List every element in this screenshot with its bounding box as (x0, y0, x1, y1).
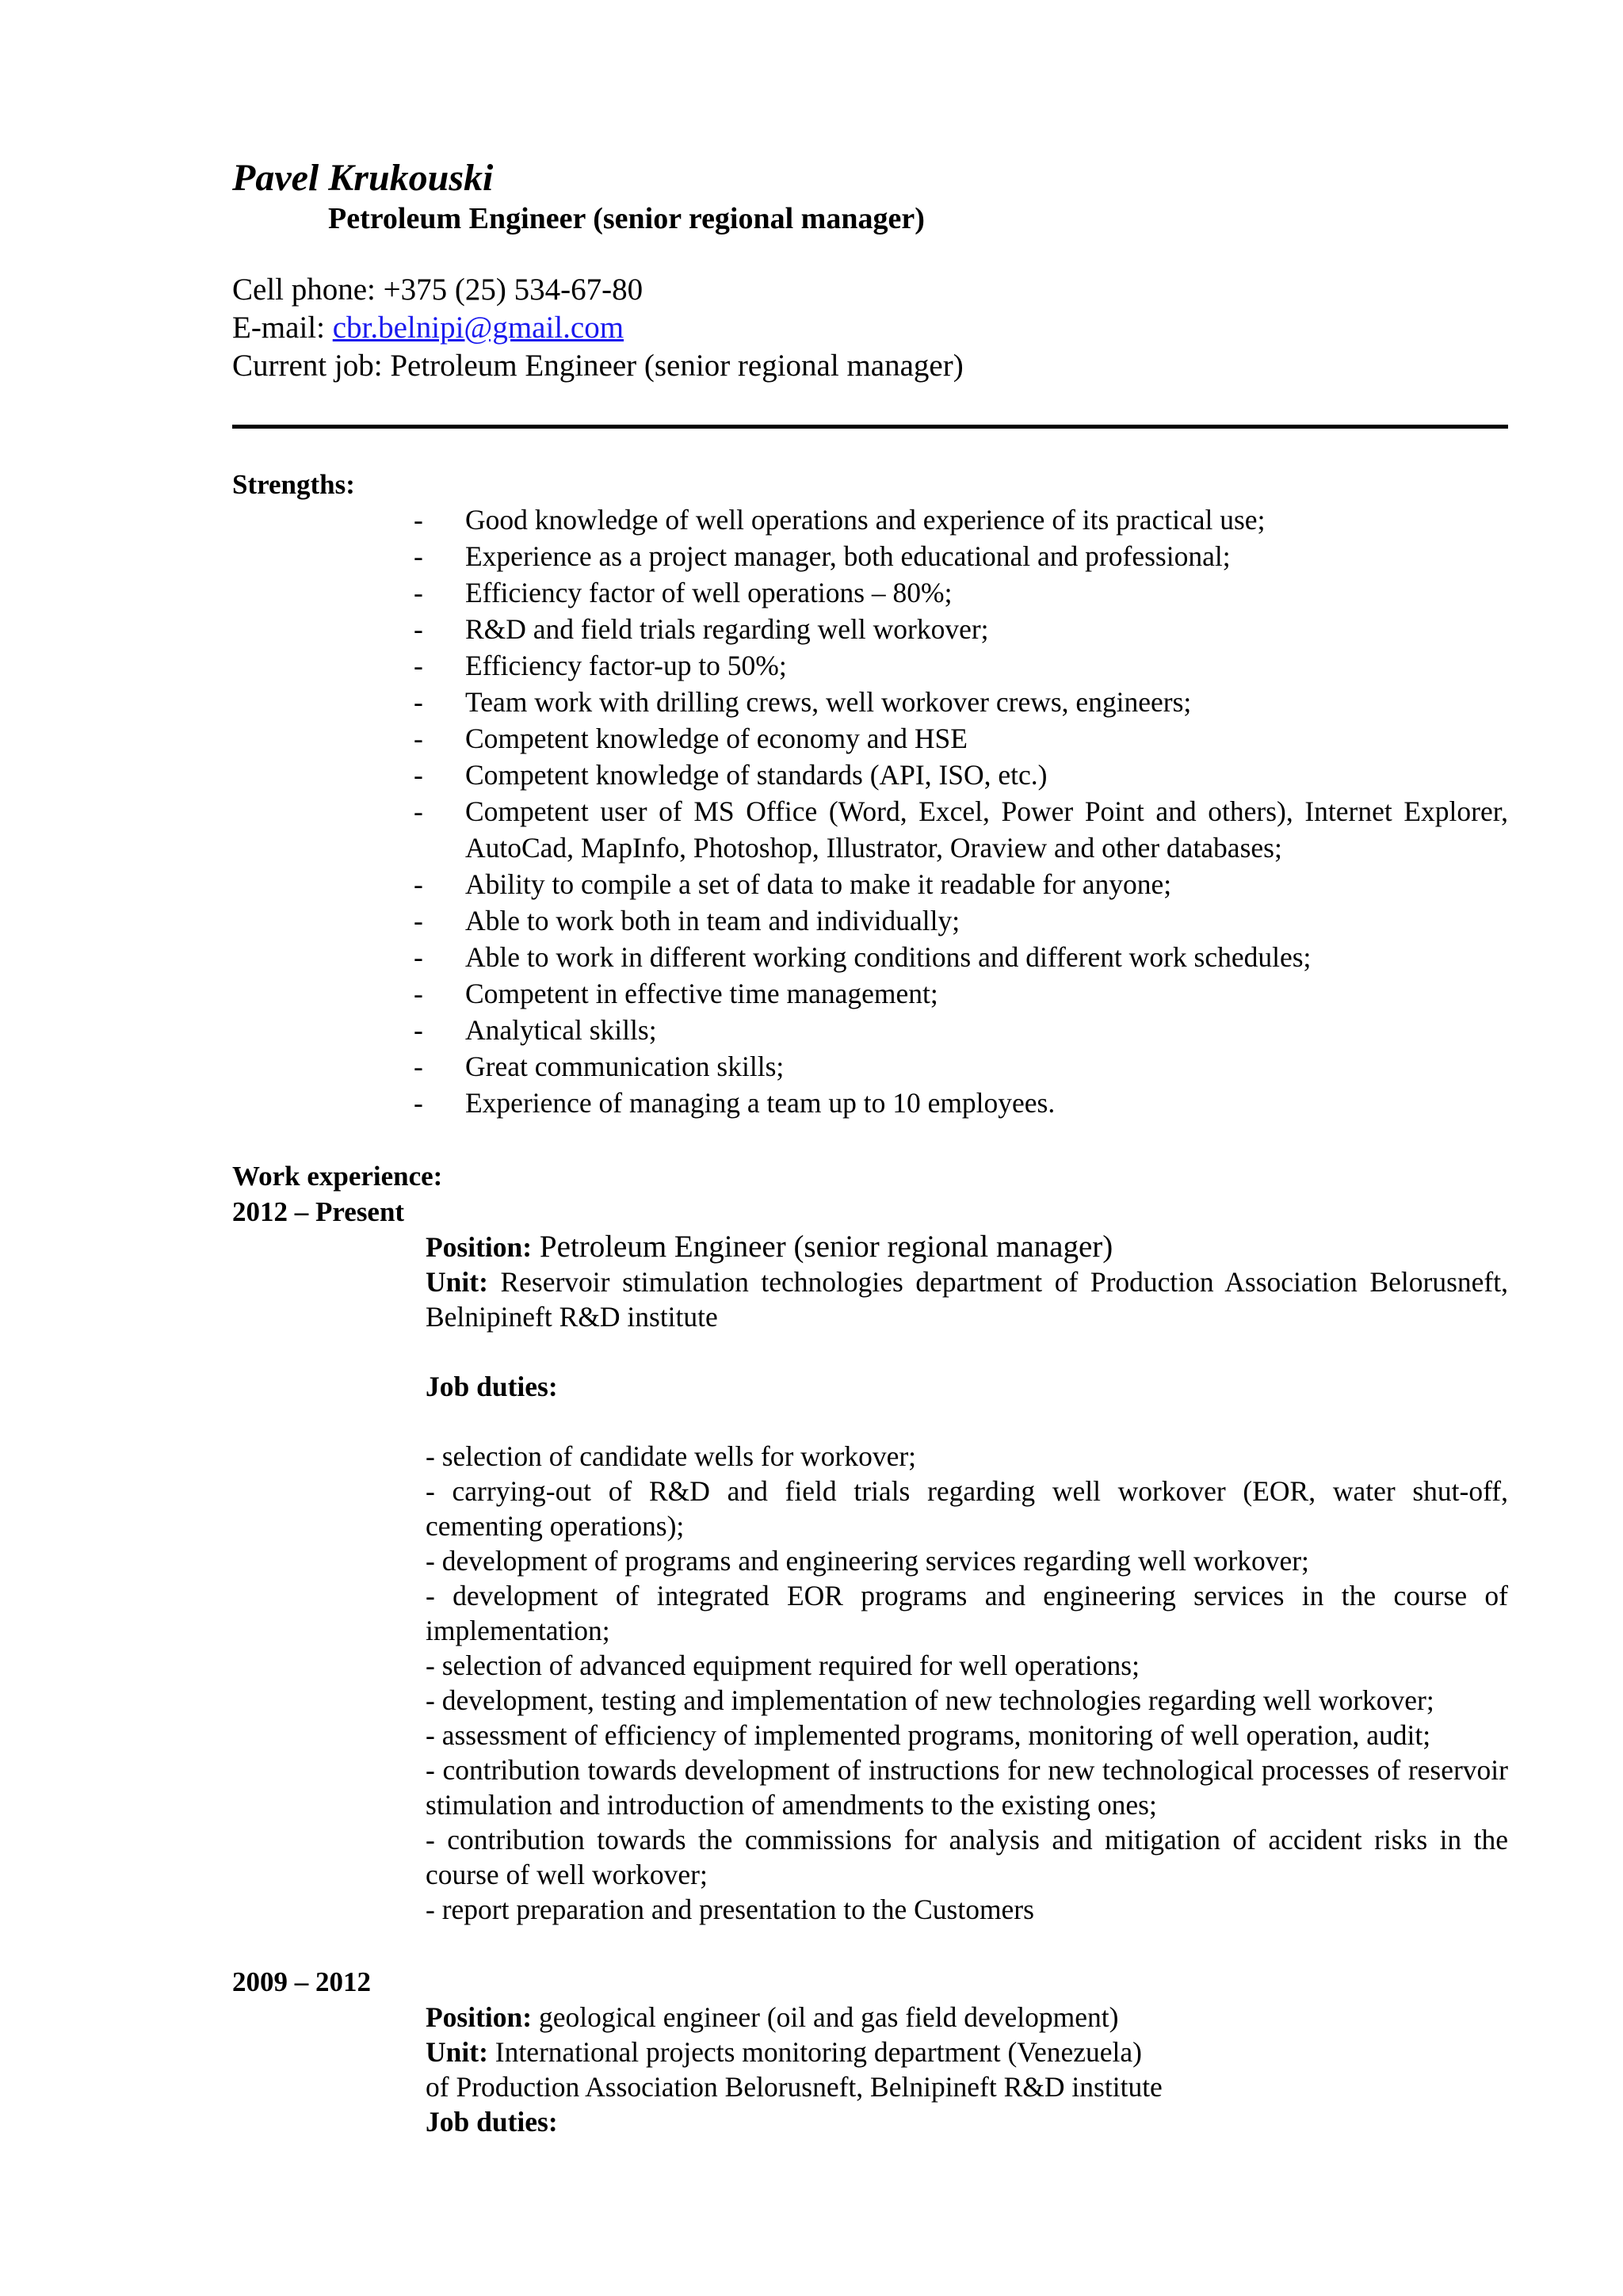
duty-item: - assessment of efficiency of implemented programs, monitoring of well operation, audit; (426, 1719, 1431, 1751)
current-job-label: Current job: (232, 349, 391, 383)
phone-label: Cell phone: (232, 273, 384, 307)
unit-line-continued: of Production Association Belorusneft, Belnipineft R&D institute (426, 2071, 1163, 2103)
duty-item: - selection of advanced equipment required for well operations; (426, 1650, 1140, 1681)
bullet-dash: - (414, 577, 423, 608)
strengths-heading: Strengths: (232, 469, 355, 500)
strength-text: Great communication skills; (465, 1051, 785, 1082)
job-duties-heading: Job duties: (426, 1371, 558, 1402)
strength-item (414, 939, 1508, 975)
work-experience-heading: Work experience: (232, 1161, 443, 1192)
strength-item (414, 1085, 1508, 1121)
position-label: Position: (426, 2001, 533, 2033)
strength-text: Able to work both in team and individually; (465, 905, 960, 936)
strength-item (414, 1048, 1508, 1085)
strength-text: Good knowledge of well operations and experience of its practical use; (465, 504, 1266, 536)
strength-text: Competent knowledge of economy and HSE (465, 723, 968, 754)
position-line (426, 1230, 1508, 1264)
strength-text: Able to work in different working conditions and different work schedules; (465, 941, 1312, 973)
bullet-dash: - (414, 723, 423, 754)
professional-title: Petroleum Engineer (senior regional manager) (328, 202, 925, 235)
current-job-value: Petroleum Engineer (senior regional manager) (390, 349, 964, 383)
bullet-dash: - (414, 613, 423, 645)
bullet-dash: - (414, 978, 423, 1009)
bullet-dash: - (414, 504, 423, 536)
strength-item (414, 647, 1508, 684)
unit-line (426, 1264, 1508, 1334)
bullet-dash: - (414, 795, 423, 827)
strength-item (414, 866, 1508, 902)
job-entry (426, 2000, 1508, 2139)
unit-label: Unit: (426, 2036, 488, 2068)
strength-item (414, 902, 1508, 939)
strength-text: Experience as a project manager, both educational and professional; (465, 540, 1231, 572)
job-entry (426, 1230, 1508, 1927)
position-value: Petroleum Engineer (senior regional manager) (532, 1230, 1113, 1264)
strength-item (414, 611, 1508, 647)
email-label: E-mail: (232, 311, 333, 345)
strength-item (414, 793, 1508, 866)
strength-text: Competent in effective time management; (465, 978, 938, 1009)
job-duties-heading: Job duties: (426, 2106, 558, 2138)
bullet-dash: - (414, 1051, 423, 1082)
unit-line (426, 2035, 1508, 2069)
duty-item: - development, testing and implementation of new technologies regarding well workover; (426, 1684, 1434, 1716)
bullet-dash: - (414, 905, 423, 936)
strength-text: Team work with drilling crews, well workover crews, engineers; (465, 686, 1192, 718)
position-label: Position: (426, 1231, 533, 1263)
unit-value: International projects monitoring department (Venezuela) (487, 2036, 1142, 2068)
duty-item: - report preparation and presentation to the Customers (426, 1894, 1034, 1925)
duty-item: - selection of candidate wells for workover; (426, 1440, 917, 1472)
strength-item (414, 502, 1508, 538)
bullet-dash: - (414, 1014, 423, 1046)
unit-label: Unit: (426, 1266, 488, 1298)
unit-value: Reservoir stimulation technologies department of Production Association Belorusneft, Belnipineft R&D institute (426, 1266, 1508, 1333)
strength-text: Competent knowledge of standards (API, ISO, etc.) (465, 759, 1048, 791)
strength-item (414, 720, 1508, 757)
duty-item: - contribution towards development of instructions for new technological processes of reservoir stimulation and introduction of amendments to the existing ones; (426, 1754, 1508, 1821)
bullet-dash: - (414, 868, 423, 900)
duty-item: - contribution towards the commissions for analysis and mitigation of accident risks in the course of well workover; (426, 1824, 1508, 1890)
contact-info (232, 271, 964, 385)
strength-item (414, 574, 1508, 611)
bullet-dash: - (414, 759, 423, 791)
current-job-line (232, 347, 964, 385)
bullet-dash: - (414, 686, 423, 718)
email-link[interactable]: cbr.belnipi@gmail.com (332, 311, 624, 345)
strength-item (414, 975, 1508, 1012)
strength-text: Efficiency factor-up to 50%; (465, 650, 787, 681)
job-duties-list (426, 1439, 1508, 1927)
strength-text: Competent user of MS Office (Word, Excel, Power Point and others), Internet Explorer, AutoCad, MapInfo, Photoshop, Illustrator, Oraview and other databases; (465, 795, 1508, 864)
email-line (232, 309, 964, 347)
horizontal-rule (232, 425, 1508, 429)
strength-text: Ability to compile a set of data to make it readable for anyone; (465, 868, 1172, 900)
bullet-dash: - (414, 540, 423, 572)
strength-item (414, 1012, 1508, 1048)
person-name: Pavel Krukouski (232, 157, 494, 199)
duty-item: - carrying-out of R&D and field trials regarding well workover (EOR, water shut-off, cementing operations); (426, 1475, 1508, 1542)
strength-text: Efficiency factor of well operations – 80%; (465, 577, 953, 608)
duty-item: - development of integrated EOR programs and engineering services in the course of implementation; (426, 1580, 1508, 1646)
duty-item: - development of programs and engineering services regarding well workover; (426, 1545, 1309, 1577)
position-value: geological engineer (oil and gas field development) (532, 2001, 1119, 2033)
job-period: 2009 – 2012 (232, 1966, 371, 1997)
bullet-dash: - (414, 941, 423, 973)
bullet-dash: - (414, 650, 423, 681)
strength-text: Experience of managing a team up to 10 employees. (465, 1087, 1056, 1119)
strength-item (414, 684, 1508, 720)
strength-item (414, 757, 1508, 793)
strength-text: Analytical skills; (465, 1014, 657, 1046)
job-period: 2012 – Present (232, 1196, 405, 1227)
strengths-list (414, 502, 1508, 1121)
strength-text: R&D and field trials regarding well workover; (465, 613, 989, 645)
strength-item (414, 538, 1508, 574)
position-line (426, 2000, 1508, 2035)
phone-value: +375 (25) 534-67-80 (383, 273, 643, 307)
bullet-dash: - (414, 1087, 423, 1119)
phone-line (232, 271, 964, 309)
